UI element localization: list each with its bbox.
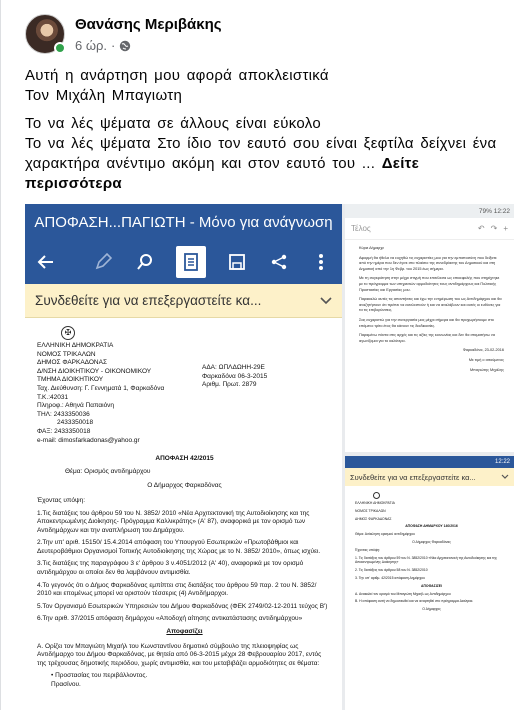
signin-banner: [345, 468, 514, 486]
post-text: [25, 66, 505, 202]
collage-image-2[interactable]: [345, 204, 514, 452]
document-item: 1.Τις διατάξεις του άρθρου 59 του Ν. 3852/ 2010 «Νέα Αρχιτεκτονική της Αυτοδιοίκησης και της Αποκεντρωμένης Διοίκησης- Πρόγραμμα Καλλικράτης» (Α' 87), αναφορικά με τον ορισμό των Αντιδημάρχων και την αναπλήρωση του Δημάρχου.: [37, 509, 310, 534]
document-bullet: • Προστασίας του περιβάλλοντος.: [51, 672, 148, 680]
doc-window-title: ΑΠΟΦΑΣΗ...ΠΑΓΙΩΤΗ - Μόνο για ανάγνωση: [25, 204, 342, 240]
document-line: Β. Η απόφαση αυτή να δημοσιευθεί και να αναρτηθεί στο πρόγραμμα Διαύγεια.: [355, 599, 474, 604]
document-page: [25, 318, 342, 690]
document-line: Α. Ανακαλεί τον ορισμό του Μπαγιώτη Μιχαήλ ως Αντιδημάρχου: [355, 591, 451, 596]
header-line: Φαρκαδόνα 06-3-2015: [202, 372, 268, 380]
see-more-link[interactable]: Δείτε περισσότερα: [25, 155, 420, 192]
document-line: 2. Τις διατάξεις του άρθρου 58 του Ν. 3852/2010: [355, 568, 428, 573]
document-line: ΔΗΜΟΣ ΦΑΡΚΑΔΟΝΑΣ: [355, 516, 392, 521]
add-icon: +: [503, 224, 508, 233]
collage-image-1[interactable]: [25, 204, 342, 710]
doc-toolbar-actions: [92, 246, 332, 278]
post-text-line-2: Τον Μιχάλη Μπαγιωτη: [25, 87, 183, 104]
doc-toolbar: [25, 240, 342, 284]
letter-line: Κύριε Δήμαρχε: [359, 246, 385, 250]
note-toolbar-icons: [478, 224, 508, 233]
document-item: 3.Τις διατάξεις της παραγράφου 3 ε' άρθρου 3 ν.4051/2012 (Α' 40), αναφορικά με τον ορισμό αντιδημάρχου οι οποίοι δεν θα λαμβάνουν αντιμισθία.: [37, 560, 304, 577]
document-line: Θέμα: Ανάκληση ορισμού αντιδημάρχου: [355, 532, 415, 537]
header-line: 2433350018: [57, 419, 94, 427]
document-header: [37, 326, 332, 445]
collage-image-3[interactable]: [345, 456, 514, 710]
header-line: Ταχ. Διεύθυνση: Γ. Γεννηματά 1, Φαρκαδόνα: [37, 384, 165, 392]
header-line: ΤΜΗΜΑ ΔΙΟΙΚΗΤΙΚΟΥ: [37, 376, 104, 384]
signin-banner-text: Συνδεθείτε για να επεξεργαστείτε κα...: [350, 472, 476, 482]
document-intro: Έχοντας υπόψη:: [37, 496, 86, 504]
note-toolbar: [345, 218, 514, 240]
phone-status-bar: [345, 204, 514, 218]
document-title: ΑΠΟΦΑΣΗ 42/2015: [155, 455, 214, 463]
document-line: ΑΠΟΦΑΣΗ ΔΗΜΑΡΧΟΥ 140/2016: [405, 524, 458, 529]
globe-icon: [119, 40, 131, 52]
header-line: ΕΛΛΗΝΙΚΗ ΔΗΜΟΚΡΑΤΙΑ: [37, 342, 114, 349]
document-line: 3. Την υπ' αριθμ. 42/2015 απόφαση Δημάρχου: [355, 575, 425, 580]
header-line: ΑΔΑ: ΩΠΛΔΩΗΗ-29Ε: [202, 364, 265, 371]
letter-line: Φαρκαδόνα, 23-02-2016: [462, 348, 504, 353]
document-item: 5.Τον Οργανισμό Εσωτερικών Υπηρεσιών του Δήμου Φαρκαδόνας (ΦΕΚ 2749/02-12-2011 τεύχος Β'): [37, 602, 328, 610]
undo-icon: ↶: [477, 224, 485, 233]
letter-line: Παραμένω πάντα στις αρχές και τις αξίες της κοινωνίας και δεν θα σταματήσω να αγωνίζομαι για το καλύτερο.: [359, 333, 495, 343]
greek-emblem-icon: ✠: [61, 326, 75, 340]
document-line: Ο Δήμαρχος Φαρκαδόνας: [412, 539, 451, 544]
greek-emblem-icon: [373, 492, 380, 499]
header-line: ΤΗΛ: 2433350036: [37, 410, 90, 418]
document-item: 6.Την αριθ. 37/2015 απόφαση δημάρχου «Αποδοχή αίτησης αντικατάστασης αντιδημάρχου»: [37, 615, 303, 623]
document-bullets: [37, 672, 332, 689]
document-line: ΕΛΛΗΝΙΚΗ ΔΗΜΟΚΡΑΤΙΑ: [355, 501, 395, 505]
header-line: e-mail: dimosfarkadonas@yahoo.gr: [37, 436, 140, 444]
letter-line: Σας ευχαριστώ για την συνεργασία μας μέχρι σήμερα και θα προχωρήσουμε στο επόμενο τρίτο έτος θα κάνουν τις διαδικασίες.: [359, 317, 494, 328]
pen-icon: [92, 251, 114, 273]
online-status-dot: [54, 42, 66, 54]
letter-line: Μπαγιώτης Μιχάλης: [469, 367, 504, 372]
document-header-left: [37, 326, 187, 445]
handwritten-letter: [345, 240, 514, 373]
status-text: 79% 12:22: [478, 207, 510, 215]
header-line: Πληροφ.: Αθηνά Παπαιόνη: [37, 402, 115, 410]
header-line: Τ.Κ.:42031: [37, 393, 69, 401]
share-icon: [268, 251, 290, 273]
document-line: ΝΟΜΟΣ ΤΡΙΚΑΛΩΝ: [355, 508, 386, 513]
author-avatar[interactable]: [25, 14, 65, 54]
save-icon: [226, 251, 248, 273]
more-vertical-icon: [310, 251, 332, 273]
header-line: ΦΑΞ: 2433350018: [37, 427, 91, 435]
document-decide-heading: Αποφασίζει: [166, 628, 203, 636]
document-item: 2.Την υπ' αριθ. 15150/ 15.4.2014 απόφαση του Υπουργού Εσωτερικών «Πρωτοβάθμιοι και Δευτεροβάθμιοι Οργανισμοί Τοπικής Αυτοδιοίκησης της Χώρας με το Ν. 3852/ 2010», όπως ισχύει.: [37, 539, 321, 555]
document-bullet: Πρασίνου.: [51, 681, 81, 688]
note-label: Τέλος: [351, 224, 371, 233]
chevron-down-icon: [501, 473, 509, 482]
letter-line: Παρακαλώ αυτές τις απαντήσεις και έχω την ενημέρωση του ως Αντιδημάρχου και θα αναζητήσουν ότι πρέπει να εκτελεστούν ή και να αναλάβουν και αυτές οι ευθύνες για τα τις επιβαρύνσεις.: [359, 297, 502, 313]
post-text-line-4: Το να λές ψέματα Στο ίδιο τον εαυτό σου είναι ξεφτίλα δείχνει ένα χαρακτήρα ανέντιμο ακόμη και στον εαυτό του ...: [25, 135, 497, 172]
post-subline: [75, 37, 222, 55]
document-line: Έχοντας υπόψη:: [355, 547, 381, 552]
header-line: ΔΗΜΟΣ ΦΑΡΚΑΔΟΝΑΣ: [37, 359, 107, 367]
post-text-line-1: Αυτή η ανάρτηση μου αφορά αποκλειστικά: [25, 67, 329, 84]
document-header-right: [202, 364, 332, 445]
header-line: ΝΟΜΟΣ ΤΡΙΚΑΛΩΝ: [37, 350, 96, 358]
dot-separator: ·: [111, 38, 116, 53]
status-text: 12:22: [494, 459, 510, 465]
header-line: Αριθμ. Πρωτ. 2879: [202, 381, 257, 389]
document-decision: Α. Ορίζει τον Μπαγιώτη Μιχαήλ του Κωνσταντίνου δημοτικό σύμβουλο της πλειοψηφίας ως Αντιδήμαρχο του Δήμου Φαρκαδόνας, με θητεία από 06-3-2015 μέχρι 28 Φεβρουαρίου 2017, εντός της τρέχουσας δημοτικής περιόδου, χωρίς αντιμισθία, και του μεταβιβάζει αρμοδιότητες σε θέματα:: [37, 642, 322, 667]
signin-banner: [25, 284, 342, 318]
chevron-down-icon: [320, 293, 332, 308]
document-line: ΑΠΟΦΑΣΙΖΕΙ: [421, 583, 442, 588]
post-time[interactable]: 6 ώρ.: [75, 38, 107, 53]
header-line: Δ/ΝΣΗ ΔΙΟΙΚΗΤΙΚΟΥ - ΟΙΚΟΝΟΜΙΚΟΥ: [37, 367, 152, 375]
letter-line: Αφορμή θα ήθελα να ευχηθώ τις ευχαριστίες μου για την εμπιστοσύνη που δείξατε από την ημέρα που δεν έγινε στο πλαίσιο της συνεδρίασης του Δημοτικού και στη Δημοτική από την 1η Φεβρ. του 2015 έως σήμερα.: [359, 255, 497, 271]
post-meta: [75, 15, 222, 55]
reader-view-icon: [176, 246, 206, 278]
post-header: [25, 14, 222, 60]
document-line: Ο Δήμαρχος: [422, 607, 441, 612]
letter-line: Με τη συγκρότηση στην μέχρι στιγμή που επιτέλεσα ως επικεφαλής που στηρίχτηκε με το πρόγραμμα των υπηρεσιών αρμοδιότητες τους αντιδημάρχους και Πολιτικής Προστασίας και Εργασίας μου.: [359, 276, 500, 292]
document-item: 4.Το γεγονός ότι ο Δήμος Φαρκαδόνας εμπίπτει στις διατάξεις του άρθρου 59 παρ. 2 του Ν. 3852/ 2010 και επομένως μπορεί να οριστούν τέσσερις (4) Αντιδήμαρχοι.: [37, 581, 317, 598]
post-text-line-3: Το να λές ψέματα σε άλλους είναι εύκολο: [25, 115, 321, 132]
document-subject: Θέμα: Ορισμός αντιδημάρχου: [65, 467, 151, 475]
signin-banner-text: Συνδεθείτε για να επεξεργαστείτε κα...: [35, 293, 262, 308]
author-name[interactable]: Θανάσης Μεριβάκης: [75, 16, 222, 33]
phone-status-bar: [345, 456, 514, 468]
document-page: [345, 486, 514, 612]
image-collage[interactable]: [25, 204, 514, 710]
arrow-left-icon: [35, 251, 57, 273]
letter-line: Με τιμή ο αιτούμενος: [468, 357, 504, 362]
search-icon: [134, 251, 156, 273]
redo-icon: ↷: [490, 224, 498, 233]
document-signer: Ο Δήμαρχος Φαρκαδόνας: [147, 482, 222, 490]
document-line: 1. Τις διατάξεις του άρθρου 59 του Ν. 3852/2010 «Νέα Αρχιτεκτονική της Αυτοδιοίκησης και της Αποκεντρωμένης Διοίκησης»: [355, 555, 498, 565]
